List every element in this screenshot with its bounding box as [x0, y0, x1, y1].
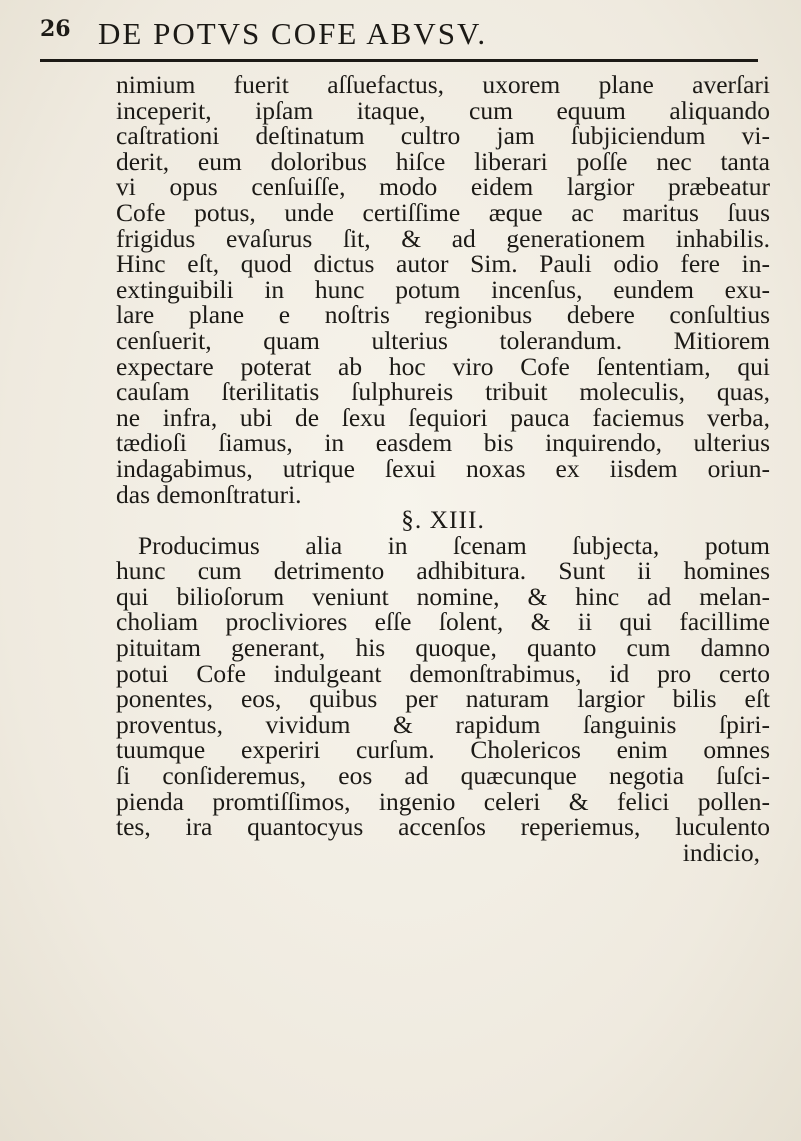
- text-line: tuumque experiri curſum. Cholericos enim omnes: [116, 735, 770, 765]
- main-text: [116, 72, 770, 865]
- text-line: pienda promtiſſimos, ingenio celeri & felici pollen-: [116, 786, 770, 816]
- page-header: [40, 14, 760, 62]
- text-line: potui Cofe indulgeant demonſtrabimus, id pro certo: [116, 658, 770, 688]
- text-line: indagabimus, utrique ſexui noxas ex iisdem oriun-: [116, 453, 770, 483]
- text-line: cenſuerit, quam ulterius tolerandum. Mitiorem: [116, 325, 770, 355]
- text-line: choliam procliviores eſſe ſolent, & ii qui facillime: [116, 607, 770, 637]
- text-line: derit, eum doloribus hiſce liberari poſſe nec tanta: [116, 146, 770, 176]
- page-number: 26: [40, 16, 71, 42]
- text-line: tædioſi ſiamus, in easdem bis inquirendo, ulterius: [116, 428, 770, 458]
- catchword: indicio,: [682, 837, 760, 867]
- text-line-last: das demonſtraturi.: [116, 479, 302, 509]
- text-line: hunc cum detrimento adhibitura. Sunt ii homines: [116, 556, 770, 586]
- text-line: lare plane e noſtris regionibus debere conſultius: [116, 300, 770, 330]
- text-line: proventus, vividum & rapidum ſanguinis ſpiri-: [116, 709, 770, 739]
- text-line: pituitam generant, his quoque, quanto cum damno: [116, 633, 770, 663]
- text-line: nimium fuerit aſſuefactus, uxorem plane averſari: [116, 70, 770, 99]
- running-head: DE POTVS COFE ABVSV.: [98, 16, 488, 51]
- text-line: extinguibili in hunc potum incenſus, eundem exu-: [116, 274, 770, 304]
- text-line: cauſam ſterilitatis ſulphureis tribuit moleculis, quas,: [116, 377, 770, 407]
- text-line: Producimus alia in ſcenam ſubjecta, potum: [138, 530, 770, 560]
- text-line: expectare poterat ab hoc viro Cofe ſententiam, qui: [116, 351, 770, 381]
- text-line: vi opus cenſuiſſe, modo eidem largior præbeatur: [116, 172, 770, 202]
- text-line: ne infra, ubi de ſexu ſequiori pauca faciemus verba,: [116, 402, 770, 432]
- text-line: caſtrationi deſtinatum cultro jam ſubjiciendum vi-: [116, 121, 770, 151]
- section-heading: §. XIII.: [401, 505, 485, 535]
- text-line: qui bilioſorum veniunt nomine, & hinc ad melan-: [116, 581, 770, 611]
- text-line: frigidus evaſurus ſit, & ad generationem inhabilis.: [116, 223, 770, 253]
- text-line: Cofe potus, unde certiſſime æque ac maritus ſuus: [116, 197, 770, 227]
- text-line: ponentes, eos, quibus per naturam largior bilis eſt: [116, 684, 770, 714]
- text-line: Hinc eſt, quod dictus autor Sim. Pauli odio fere in-: [116, 249, 770, 279]
- text-line: inceperit, ipſam itaque, cum equum aliquando: [116, 95, 770, 125]
- header-rule: [40, 59, 758, 62]
- text-line: ſi conſideremus, eos ad quæcunque negotia ſuſci-: [116, 761, 770, 791]
- text-line: tes, ira quantocyus accenſos reperiemus, luculento: [116, 812, 770, 842]
